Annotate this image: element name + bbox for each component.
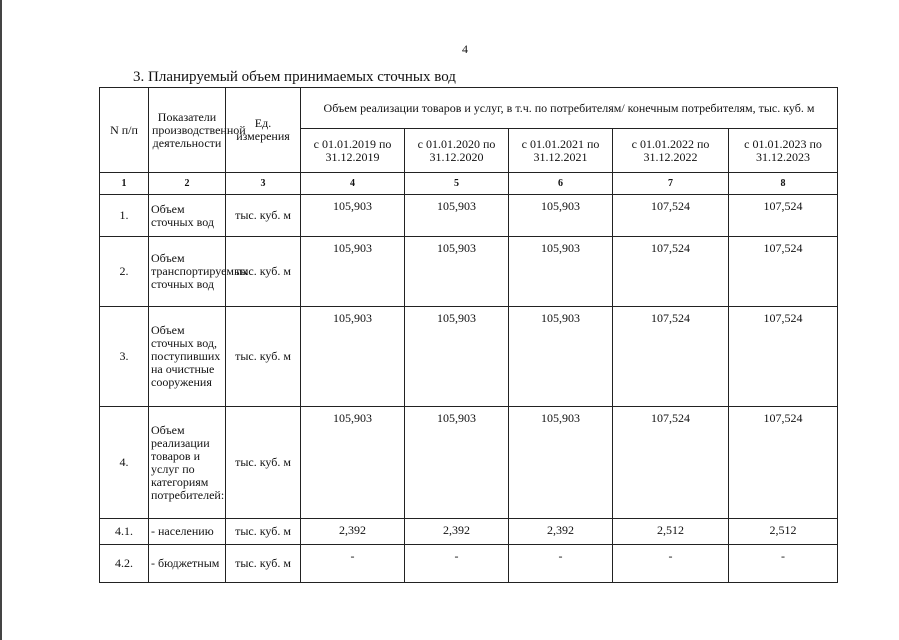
row-number: 4.2. bbox=[100, 545, 149, 583]
row-number: 1. bbox=[100, 195, 149, 237]
row-value: 107,524 bbox=[729, 307, 838, 407]
table-row bbox=[100, 545, 838, 583]
column-number: 7 bbox=[613, 173, 729, 195]
row-value: - bbox=[613, 545, 729, 583]
row-value: 105,903 bbox=[509, 195, 613, 237]
scan-edge-shadow bbox=[0, 0, 2, 640]
header-unit: Ед. измерения bbox=[226, 88, 301, 173]
column-number: 5 bbox=[405, 173, 509, 195]
row-value: - bbox=[301, 545, 405, 583]
header-period: с 01.01.2020 по 31.12.2020 bbox=[405, 129, 509, 173]
row-unit: тыс. куб. м bbox=[226, 307, 301, 407]
row-value: 105,903 bbox=[509, 407, 613, 519]
row-indicator: Объем транспортируемых сточных вод bbox=[149, 237, 226, 307]
row-indicator: - населению bbox=[149, 519, 226, 545]
row-unit: тыс. куб. м bbox=[226, 195, 301, 237]
row-indicator: Объем реализации товаров и услуг по категориям потребителей: bbox=[149, 407, 226, 519]
row-value: 105,903 bbox=[405, 237, 509, 307]
row-value: 105,903 bbox=[405, 407, 509, 519]
row-value: 105,903 bbox=[509, 237, 613, 307]
row-value: 105,903 bbox=[301, 307, 405, 407]
row-value: 107,524 bbox=[613, 237, 729, 307]
row-value: 105,903 bbox=[509, 307, 613, 407]
row-value: 2,392 bbox=[301, 519, 405, 545]
row-value: 107,524 bbox=[613, 195, 729, 237]
wastewater-volume-table bbox=[99, 87, 838, 583]
column-number: 1 bbox=[100, 173, 149, 195]
table-row bbox=[100, 407, 838, 519]
row-value: 105,903 bbox=[405, 195, 509, 237]
row-value: 107,524 bbox=[613, 407, 729, 519]
row-value: 2,512 bbox=[729, 519, 838, 545]
header-period: с 01.01.2021 по 31.12.2021 bbox=[509, 129, 613, 173]
column-number: 2 bbox=[149, 173, 226, 195]
row-number: 4. bbox=[100, 407, 149, 519]
row-value: 107,524 bbox=[729, 407, 838, 519]
row-unit: тыс. куб. м bbox=[226, 237, 301, 307]
header-volume: Объем реализации товаров и услуг, в т.ч. по потребителям/ конечным потребителям, тыс. куб. м bbox=[301, 88, 838, 129]
column-number: 6 bbox=[509, 173, 613, 195]
row-number: 4.1. bbox=[100, 519, 149, 545]
column-number: 4 bbox=[301, 173, 405, 195]
row-value: 2,512 bbox=[613, 519, 729, 545]
table-row bbox=[100, 195, 838, 237]
row-unit: тыс. куб. м bbox=[226, 545, 301, 583]
row-indicator: Объем сточных вод bbox=[149, 195, 226, 237]
row-value: 107,524 bbox=[729, 237, 838, 307]
header-indicator: Показатели производственной деятельности bbox=[149, 88, 226, 173]
header-num: N п/п bbox=[100, 88, 149, 173]
row-number: 3. bbox=[100, 307, 149, 407]
row-indicator: - бюджетным bbox=[149, 545, 226, 583]
row-value: 107,524 bbox=[613, 307, 729, 407]
header-period: с 01.01.2023 по 31.12.2023 bbox=[729, 129, 838, 173]
row-value: - bbox=[405, 545, 509, 583]
section-heading: 3. Планируемый объем принимаемых сточных вод bbox=[133, 69, 456, 85]
row-value: - bbox=[729, 545, 838, 583]
header-period: с 01.01.2022 по 31.12.2022 bbox=[613, 129, 729, 173]
row-number: 2. bbox=[100, 237, 149, 307]
column-number: 3 bbox=[226, 173, 301, 195]
row-indicator: Объем сточных вод, поступивших на очистные сооружения bbox=[149, 307, 226, 407]
table-row bbox=[100, 519, 838, 545]
row-value: 105,903 bbox=[301, 237, 405, 307]
row-unit: тыс. куб. м bbox=[226, 519, 301, 545]
header-period: с 01.01.2019 по 31.12.2019 bbox=[301, 129, 405, 173]
row-value: 105,903 bbox=[301, 407, 405, 519]
page-number: 4 bbox=[462, 42, 468, 56]
row-value: 105,903 bbox=[301, 195, 405, 237]
row-value: - bbox=[509, 545, 613, 583]
row-value: 107,524 bbox=[729, 195, 838, 237]
row-value: 2,392 bbox=[509, 519, 613, 545]
table-row bbox=[100, 307, 838, 407]
column-number: 8 bbox=[729, 173, 838, 195]
row-value: 2,392 bbox=[405, 519, 509, 545]
row-unit: тыс. куб. м bbox=[226, 407, 301, 519]
row-value: 105,903 bbox=[405, 307, 509, 407]
table-row bbox=[100, 237, 838, 307]
